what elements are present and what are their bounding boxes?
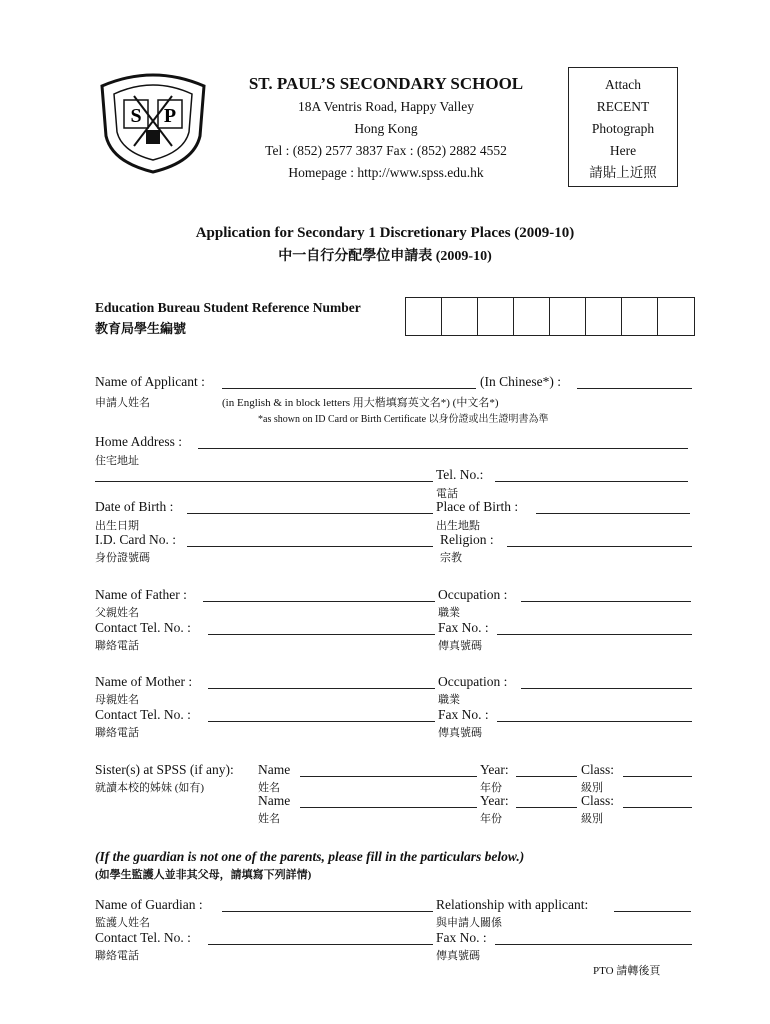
ref-number-box[interactable] <box>406 298 442 335</box>
photo-line5: 請貼上近照 <box>589 165 657 180</box>
mother-tel-label-zh: 聯絡電話 <box>95 727 139 739</box>
ref-number-box[interactable] <box>658 298 694 335</box>
school-homepage: Homepage : http://www.spss.edu.hk <box>288 165 484 180</box>
school-crest-logo <box>94 66 212 174</box>
mother-fax-field[interactable] <box>497 721 692 722</box>
form-title-en: Application for Secondary 1 Discretionary Places (2009-10) <box>195 225 575 241</box>
home-address-field-2[interactable] <box>95 481 433 482</box>
photo-line3: Photograph <box>591 121 655 136</box>
pob-label-zh: 出生地點 <box>436 520 480 532</box>
sister1-year-label: Year: <box>480 762 509 777</box>
father-tel-label: Contact Tel. No. : <box>95 620 191 635</box>
sister-label: Sister(s) at SPSS (if any): <box>95 762 234 777</box>
guardian-relationship-label-zh: 與申請人關係 <box>436 917 502 929</box>
pob-field[interactable] <box>536 513 690 514</box>
sister2-class-label: Class: <box>581 793 615 808</box>
mother-occupation-field[interactable] <box>521 688 692 689</box>
tel-label-zh: 電話 <box>436 488 458 500</box>
guardian-fax-field[interactable] <box>495 944 692 945</box>
guardian-tel-field[interactable] <box>208 944 433 945</box>
guardian-note-zh: (如學生監護人並非其父母，請填寫下列詳情) <box>95 869 312 881</box>
father-tel-label-zh: 聯絡電話 <box>95 640 139 652</box>
school-address-line1: 18A Ventris Road, Happy Valley <box>297 99 475 114</box>
pto-note: PTO 請轉後頁 <box>593 965 661 977</box>
mother-fax-label: Fax No. : <box>438 707 489 722</box>
guardian-fax-label: Fax No. : <box>436 930 487 945</box>
ref-number-label-zh: 教育局學生編號 <box>95 321 187 336</box>
ref-number-box[interactable] <box>442 298 478 335</box>
photo-line4: Here <box>609 143 637 158</box>
id-card-note: *as shown on ID Card or Birth Certificate 以身份證或出生證明書為準 <box>258 414 549 425</box>
dob-label: Date of Birth : <box>95 499 174 514</box>
applicant-name-label: Name of Applicant : <box>95 374 205 389</box>
ref-number-box[interactable] <box>478 298 514 335</box>
applicant-name-label-zh: 申請人姓名 <box>95 397 150 409</box>
applicant-name-zh-field[interactable] <box>577 388 692 389</box>
sister2-name-label: Name <box>258 793 291 808</box>
sister1-year-field[interactable] <box>516 776 577 777</box>
applicant-name-en-field[interactable] <box>222 388 476 389</box>
form-title-zh: 中一自行分配學位申請表 (2009-10) <box>278 249 492 264</box>
ref-number-box[interactable] <box>622 298 658 335</box>
block-letters-note: (in English & in block letters 用大楷填寫英文名*) (中文名*) <box>222 397 499 409</box>
home-address-field-1[interactable] <box>198 448 688 449</box>
religion-label-zh: 宗教 <box>440 552 462 564</box>
crest-icon <box>94 66 212 174</box>
father-fax-label: Fax No. : <box>438 620 489 635</box>
tel-field[interactable] <box>495 481 688 482</box>
ref-number-box[interactable] <box>514 298 550 335</box>
mother-name-label-zh: 母親姓名 <box>95 694 139 706</box>
id-card-label: I.D. Card No. : <box>95 532 176 547</box>
sister1-class-field[interactable] <box>623 776 692 777</box>
ref-number-box[interactable] <box>586 298 622 335</box>
school-address-line2: Hong Kong <box>354 121 418 136</box>
father-name-label-zh: 父親姓名 <box>95 607 139 619</box>
guardian-name-label-zh: 監護人姓名 <box>95 917 150 929</box>
ref-number-box[interactable] <box>550 298 586 335</box>
father-fax-field[interactable] <box>497 634 692 635</box>
mother-name-field[interactable] <box>208 688 435 689</box>
guardian-name-field[interactable] <box>222 911 433 912</box>
sister2-name-field[interactable] <box>300 807 477 808</box>
mother-occupation-label-zh: 職業 <box>438 694 460 706</box>
guardian-tel-label: Contact Tel. No. : <box>95 930 191 945</box>
sister2-name-label-zh: 姓名 <box>258 813 280 825</box>
mother-occupation-label: Occupation : <box>438 674 508 689</box>
religion-label: Religion : <box>440 532 494 547</box>
id-card-label-zh: 身份證號碼 <box>95 552 150 564</box>
father-tel-field[interactable] <box>208 634 435 635</box>
sister-label-zh: 就讀本校的姊妹 (如有) <box>95 782 205 794</box>
sister1-name-field[interactable] <box>300 776 477 777</box>
school-name: ST. PAUL’S SECONDARY SCHOOL <box>248 74 524 93</box>
father-fax-label-zh: 傳真號碼 <box>438 640 482 652</box>
mother-tel-label: Contact Tel. No. : <box>95 707 191 722</box>
photo-line2: RECENT <box>596 99 650 114</box>
dob-label-zh: 出生日期 <box>95 520 139 532</box>
photo-line1: Attach <box>605 77 641 92</box>
mother-fax-label-zh: 傳真號碼 <box>438 727 482 739</box>
sister1-class-label: Class: <box>581 762 615 777</box>
guardian-relationship-label: Relationship with applicant: <box>436 897 589 912</box>
applicant-chinese-label: (In Chinese*) : <box>480 374 561 389</box>
sister2-year-label-zh: 年份 <box>480 813 502 825</box>
father-name-field[interactable] <box>203 601 435 602</box>
tel-label: Tel. No.: <box>436 467 484 482</box>
photo-box[interactable] <box>568 67 678 187</box>
pob-label: Place of Birth : <box>436 499 519 514</box>
guardian-relationship-field[interactable] <box>614 911 691 912</box>
guardian-name-label: Name of Guardian : <box>95 897 203 912</box>
father-occupation-label: Occupation : <box>438 587 508 602</box>
id-card-field[interactable] <box>187 546 433 547</box>
guardian-tel-label-zh: 聯絡電話 <box>95 950 139 962</box>
dob-field[interactable] <box>187 513 433 514</box>
sister2-year-field[interactable] <box>516 807 577 808</box>
svg-text:S: S <box>130 105 142 127</box>
sister2-class-field[interactable] <box>623 807 692 808</box>
home-address-label-zh: 住宅地址 <box>95 455 139 467</box>
sister1-class-label-zh: 級別 <box>581 782 603 794</box>
mother-tel-field[interactable] <box>208 721 435 722</box>
father-occupation-field[interactable] <box>521 601 691 602</box>
sister1-year-label-zh: 年份 <box>480 782 502 794</box>
father-occupation-label-zh: 職業 <box>438 607 460 619</box>
school-tel-fax: Tel : (852) 2577 3837 Fax : (852) 2882 4552 <box>265 143 507 158</box>
ref-number-boxes[interactable] <box>405 297 695 336</box>
guardian-fax-label-zh: 傳真號碼 <box>436 950 480 962</box>
sister1-name-label-zh: 姓名 <box>258 782 280 794</box>
sister2-class-label-zh: 級別 <box>581 813 603 825</box>
father-name-label: Name of Father : <box>95 587 187 602</box>
sister1-name-label: Name <box>258 762 291 777</box>
mother-name-label: Name of Mother : <box>95 674 193 689</box>
ref-number-label-en: Education Bureau Student Reference Number <box>95 300 361 315</box>
home-address-label: Home Address : <box>95 434 182 449</box>
sister2-year-label: Year: <box>480 793 509 808</box>
svg-text:P: P <box>163 105 177 127</box>
religion-field[interactable] <box>507 546 692 547</box>
guardian-note-en: (If the guardian is not one of the parents, please fill in the particulars below.) <box>95 849 525 864</box>
